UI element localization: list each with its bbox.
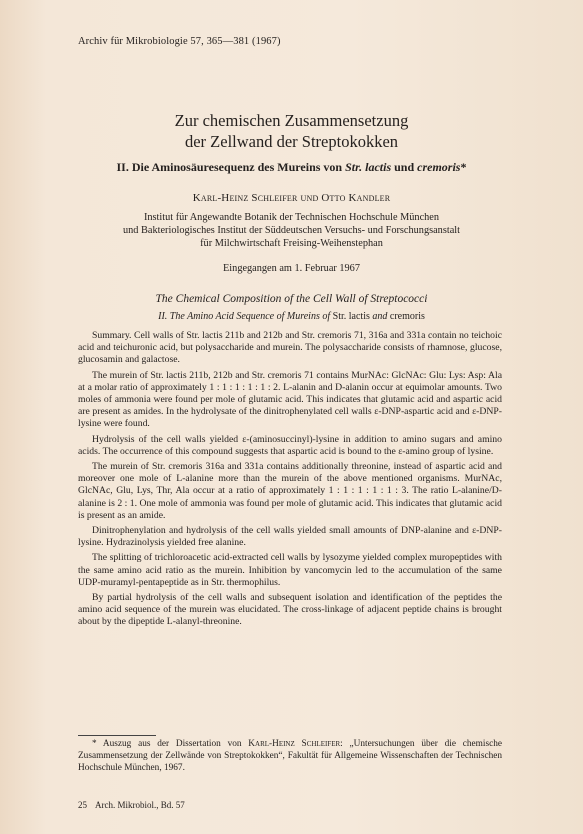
footnote-author: Karl-Heinz Schleifer [248,739,341,749]
footnote-text [78,738,502,774]
summary-paragraph-1: Summary. Cell walls of Str. lactis 211b and 212b and Str. cremoris 71, 316a and 331a contain no teichoic acid and teichuronic acid, but polysaccharide and murein. The polysaccharide consists of rhamnose, glucose, glucosamin and galactose. [78,330,502,366]
english-subtitle-part: and [369,311,390,322]
title-line-2: der Zellwand der Streptokokken [184,132,399,151]
institution [0,211,583,250]
english-subtitle-part: II. The Amino Acid Sequence of Mureins of [158,311,333,322]
footnote-text-b: : „Untersuchungen über die chemische Zusammensetzung der Zellwände von Streptokokken“, Fakultät für Allgemeine Wissenschaften der Technischen Hochschule München, 1967. [78,739,502,773]
institution-line-1: Institut für Angewandte Botanik der Technischen Hochschule München [143,212,440,223]
page-number: 25 [78,800,87,810]
page-footer [78,800,193,810]
title-line-1: Zur chemischen Zusammensetzung [174,111,409,130]
subtitle-species: cremoris [417,160,461,174]
subtitle-species: Str. lactis [345,160,392,174]
summary-paragraph-2: The murein of Str. lactis 211b, 212b and Str. cremoris 71 contains MurNAc: GlcNAc: Glu: Lys: Asp: Ala at a molar ratio of approximately 1 : 1 : 1 : 1 : 1 : 2. L-alanin and D-alanin occur at equimolar amounts. Two moles of ammonia were found per mole of glutamic acid. This indicates that glutamic acid and aspartic acid are present as amides. In the hydrolysate of the dinitrophenylated cell walls ε-DNP-aspartic acid and ε-DNP-lysine were found. [78,369,502,430]
english-subtitle [0,311,583,322]
authors: Karl-Heinz Schleifer und Otto Kandler [192,192,391,204]
footnote-marker: * [460,160,467,174]
summary-paragraph-5: Dinitrophenylation and hydrolysis of the cell walls yielded small amounts of DNP-alanine and ε-DNP-lysine. Hydrazinolysis yielded free alanine. [78,525,502,549]
summary-paragraph-4: The murein of Str. cremoris 316a and 331a contains additionally threonine, instead of aspartic acid and moreover one mole of L-alanine more than the murein of the above mentioned organisms. MurNAc, GlcNAc, Glu, Lys, Thr, Ala occur at a ratio of approximately 1 : 1 : 1 : 1 : 1 : 3. The ratio L-alanine/D-alanine is 2 : 1. One mole of ammonia was found per mole of glutamic acid. This indicates that glutamic acid is present as an amide. [78,461,502,521]
summary-paragraph-3: Hydrolysis of the cell walls yielded ε-(aminosuccinyl)-lysine in addition to amino sugars and amino acids. The occurrence of this compound suggests that aspartic acid is bound to the ε-amino group of lysine. [78,433,502,457]
journal-header: Archiv für Mikrobiologie 57, 365—381 (1967) [78,36,281,47]
journal-short: Arch. Mikrobiol., Bd. 57 [95,800,185,810]
summary-paragraph-6: The splitting of trichloroacetic acid-extracted cell walls by lysozyme yielded complex muropeptides with the same amino acid ratio as the murein. Inhibition by vancomycin led to the accumulation of the same UDP-muramyl-pentapeptide as in Str. thermophilus. [78,552,502,588]
institution-line-2: und Bakteriologisches Institut der Süddeutschen Versuchs- und Forschungsanstalt [123,225,460,236]
english-subtitle-species: cremoris [389,311,425,322]
footnote [78,738,502,774]
subtitle-part: und [391,160,418,174]
summary-paragraph-7: By partial hydrolysis of the cell walls and subsequent isolation and identification of the peptides the amino acid sequence of the murein was elucidated. The cross-linkage of adjacent peptide chains is brought about by the dipeptide L-alanyl-threonine. [78,592,502,628]
footnote-rule [78,735,156,736]
subtitle [0,160,583,175]
english-title: The Chemical Composition of the Cell Wall of Streptococci [155,293,428,305]
footnote-text-a: * Auszug aus der Dissertation von [92,739,249,749]
subtitle-part: II. Die Aminosäuresequenz des Mureins von [116,160,346,174]
summary-body [78,330,502,632]
english-subtitle-species: Str. lactis [332,311,370,322]
received-date: Eingegangen am 1. Februar 1967 [223,263,360,274]
institution-line-3: für Milchwirtschaft Freising-Weihenstephan [200,238,383,249]
